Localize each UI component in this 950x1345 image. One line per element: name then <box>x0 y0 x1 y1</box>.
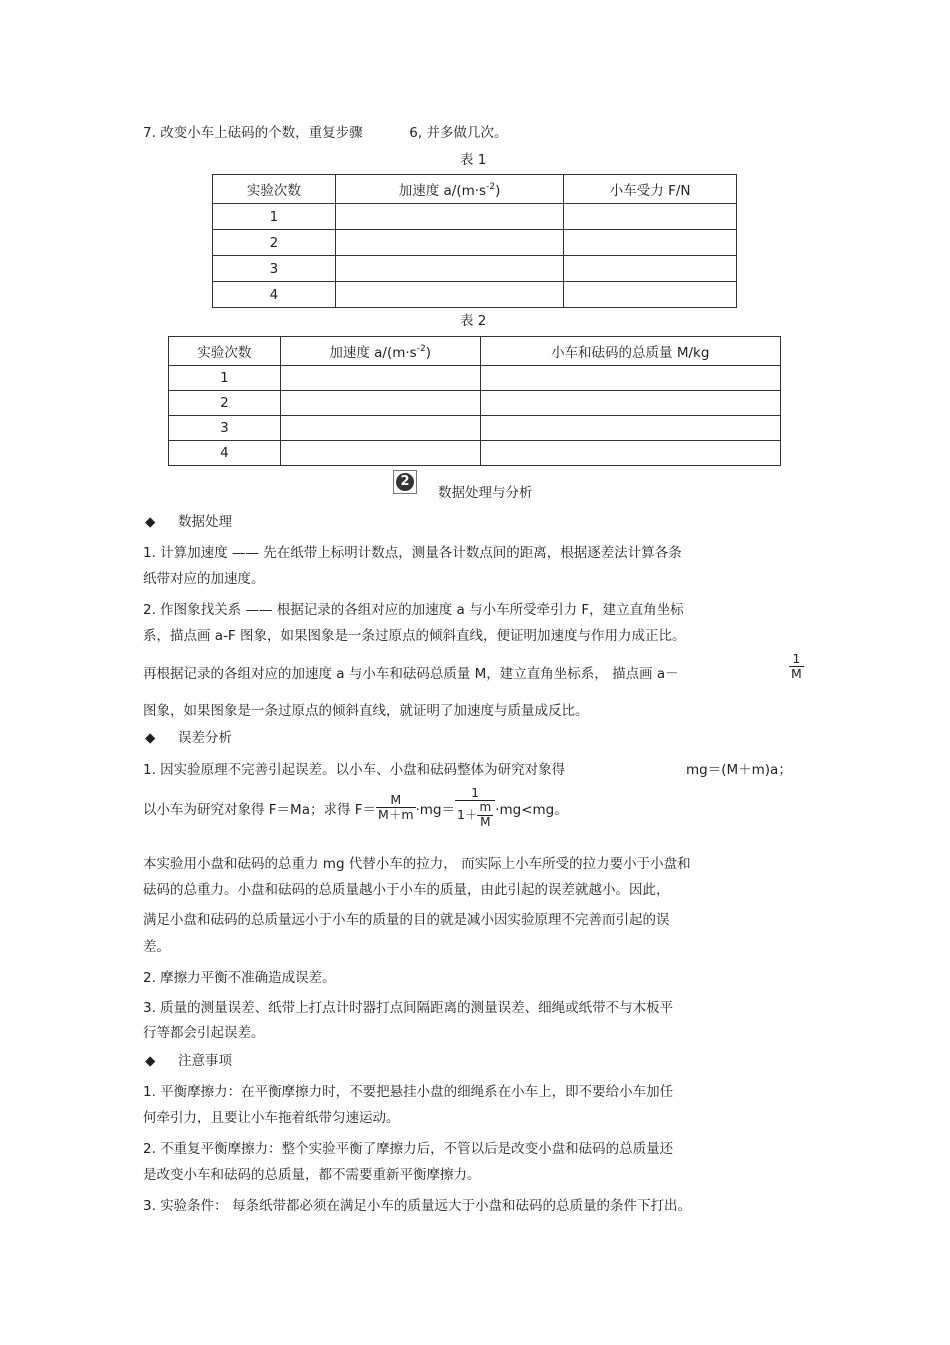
notes-item-1-line-1: 1. 平衡摩擦力：在平衡摩擦力时，不要把悬挂小盘的细绳系在小车上，即不要给小车加任 <box>143 1084 674 1100</box>
dp-item-2-line-2: 系，描点画 a-F 图象，如果图象是一条过原点的倾斜直线，便证明加速度与作用力成正比。 <box>143 628 686 644</box>
table-2-caption: 表 2 <box>460 313 487 329</box>
dp-item-2-line-4: 图象，如果图象是一条过原点的倾斜直线，就证明了加速度与质量成反比。 <box>143 703 589 719</box>
table-1-cell <box>335 230 564 256</box>
table-1-header-trial: 实验次数 <box>213 175 336 204</box>
notes-item-3: 3. 实验条件： 每条纸带都必须在满足小车的质量远大于小盘和砝码的总质量的条件下打出。 <box>143 1198 691 1214</box>
step-7-ref: 6, <box>409 125 423 141</box>
dp-item-2-line-3: 再根据记录的各组对应的加速度 a 与小车和砝码总质量 M，建立直角坐标系， 描点画 a－ <box>143 666 679 682</box>
diamond-bullet-icon: ◆ <box>145 514 156 530</box>
table-1-row-label: 1 <box>213 204 336 230</box>
ea-eq2-mid: ·mg＝ <box>415 801 456 818</box>
section-heading: 数据处理与分析 <box>438 485 533 501</box>
ea-paragraph-line-3: 满足小盘和砝码的总质量远小于小车的质量的目的就是减小因实验原理不完善而引起的误 <box>143 912 670 928</box>
table-1-cell <box>564 282 737 308</box>
table-1-cell <box>564 256 737 282</box>
fraction-one-over-compound: 1 1＋ $\frac{m}{M}$ <box>455 786 495 830</box>
data-processing-title: 数据处理 <box>177 514 232 530</box>
table-2-cell <box>480 391 780 416</box>
table-2-header-trial: 实验次数 <box>169 337 281 366</box>
ea-item-2: 2. 摩擦力平衡不准确造成误差。 <box>143 970 336 986</box>
ea-paragraph-line-1: 本实验用小盘和砝码的总重力 mg 代替小车的拉力， 而实际上小车所受的拉力要小于小盘和 <box>143 856 691 872</box>
error-analysis-heading <box>145 726 232 746</box>
table-1 <box>212 174 737 308</box>
ea-item-3-line-2: 行等都会引起误差。 <box>143 1025 265 1041</box>
table-1-cell <box>335 204 564 230</box>
ea-equation-1: mg＝(M＋m)a； <box>686 762 792 778</box>
table-1-row-label: 4 <box>213 282 336 308</box>
table-2 <box>168 336 781 466</box>
step-7-tail: 并多做几次。 <box>426 125 508 141</box>
fraction-one-over-m: $\frac{1}{M}$ <box>791 651 802 682</box>
table-1-row-label: 3 <box>213 256 336 282</box>
table-1-cell <box>335 256 564 282</box>
ea-equation-2 <box>143 786 568 830</box>
diamond-bullet-icon: ◆ <box>145 1053 156 1069</box>
notes-item-1-line-2: 何牵引力，且要让小车拖着纸带匀速运动。 <box>143 1110 400 1126</box>
table-2-cell <box>280 366 480 391</box>
dp-item-1-line-1: 1. 计算加速度 —— 先在纸带上标明计数点，测量各计数点间的距离，根据逐差法计算各条 <box>143 545 682 561</box>
table-1-cell <box>564 204 737 230</box>
step-7-text: 改变小车上砝码的个数，重复步骤 <box>160 125 363 141</box>
dp-item-1-line-2: 纸带对应的加速度。 <box>143 571 265 587</box>
fraction-m-over-m-plus-m: $\frac{M}{M+m}$ <box>378 792 414 823</box>
table-2-cell <box>280 391 480 416</box>
table-2-cell <box>280 441 480 466</box>
ea-paragraph-line-2: 砝码的总重力。小盘和砝码的总质量越小于小车的质量，由此引起的误差就越小。因此， <box>143 882 670 898</box>
ea-item-1-line-1: 1. 因实验原理不完善引起误差。以小车、小盘和砝码整体为研究对象得 <box>143 762 566 778</box>
dp-item-2-line-1: 2. 作图象找关系 —— 根据记录的各组对应的加速度 a 与小车所受牵引力 F，建立直角坐标 <box>143 602 684 618</box>
ea-eq2-tail: ·mg<mg。 <box>495 801 568 818</box>
notes-heading <box>145 1049 232 1069</box>
section-number-icon: 2 <box>393 470 417 494</box>
notes-title: 注意事项 <box>177 1053 232 1069</box>
step-7-number: 7. <box>143 125 156 141</box>
table-2-cell <box>480 366 780 391</box>
ea-eq2-prefix: 以小车为研究对象得 F＝Ma；求得 F＝ <box>143 801 377 818</box>
table-1-row-label: 2 <box>213 230 336 256</box>
table-1-header-force: 小车受力 F/N <box>564 175 737 204</box>
notes-item-2-line-2: 是改变小车和砝码的总质量，都不需要重新平衡摩擦力。 <box>143 1167 481 1183</box>
table-2-row-label: 2 <box>169 391 281 416</box>
table-2-cell <box>480 416 780 441</box>
table-1-caption: 表 1 <box>460 152 487 168</box>
table-1-cell <box>564 230 737 256</box>
table-2-header-mass: 小车和砝码的总质量 M/kg <box>480 337 780 366</box>
error-analysis-title: 误差分析 <box>177 730 232 746</box>
table-2-cell <box>480 441 780 466</box>
table-2-row-label: 1 <box>169 366 281 391</box>
data-processing-heading <box>145 510 232 530</box>
step-7 <box>143 121 507 141</box>
table-2-row-label: 3 <box>169 416 281 441</box>
table-2-header-acceleration: 加速度 $a/(m\cdot s^{-2})$ <box>280 337 480 366</box>
table-1-header-acceleration: 加速度 $a/(m\cdot s^{-2})$ <box>335 175 564 204</box>
diamond-bullet-icon: ◆ <box>145 730 156 746</box>
ea-item-3-line-1: 3. 质量的测量误差、纸带上打点计时器打点间隔距离的测量误差、细绳或纸带不与木板平 <box>143 1000 674 1016</box>
table-1-cell <box>335 282 564 308</box>
ea-paragraph-line-4: 差。 <box>143 939 170 955</box>
table-2-cell <box>280 416 480 441</box>
table-2-row-label: 4 <box>169 441 281 466</box>
notes-item-2-line-1: 2. 不重复平衡摩擦力：整个实验平衡了摩擦力后，不管以后是改变小盘和砝码的总质量还 <box>143 1141 674 1157</box>
